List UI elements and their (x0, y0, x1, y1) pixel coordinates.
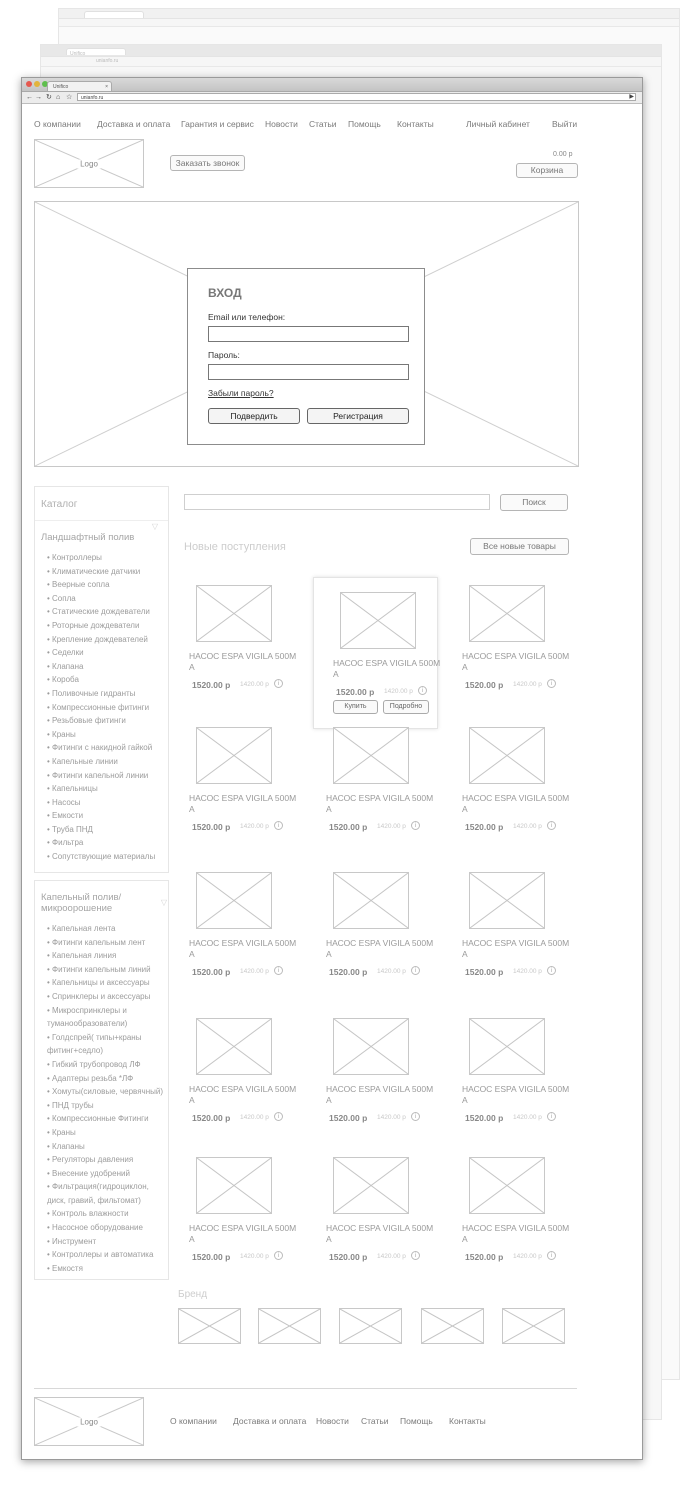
info-icon[interactable]: i (547, 966, 556, 975)
product-name[interactable]: НАСОС ESPA VIGILA 500M A (462, 938, 570, 959)
catalog-item[interactable]: • Емкостя (47, 1262, 168, 1276)
star-icon[interactable]: ☆ (66, 94, 73, 101)
product-name[interactable]: НАСОС ESPA VIGILA 500M A (326, 793, 434, 814)
product-card[interactable] (321, 865, 446, 1010)
info-icon[interactable]: i (274, 1112, 283, 1121)
product-old-price: 1420.00 р (240, 1253, 269, 1260)
footer-logo[interactable] (34, 1397, 144, 1446)
product-price: 1520.00 р (465, 1252, 504, 1262)
product-image[interactable] (196, 1018, 272, 1075)
product-name[interactable]: НАСОС ESPA VIGILA 500M A (462, 651, 570, 672)
catalog-item[interactable]: • ПНД трубы (47, 1099, 168, 1113)
product-card[interactable] (184, 1011, 309, 1156)
email-label: Email или телефон: (208, 312, 286, 322)
product-image[interactable] (333, 872, 409, 929)
catalog-item[interactable]: • Компрессионные фитинги (47, 701, 168, 715)
product-name[interactable]: НАСОС ESPA VIGILA 500M A (189, 1223, 297, 1244)
product-image[interactable] (469, 1018, 545, 1075)
info-icon[interactable]: i (411, 1251, 420, 1260)
forgot-password-link[interactable]: Забыли пароль? (208, 388, 274, 398)
product-price: 1520.00 р (192, 967, 231, 977)
catalog-item[interactable]: • Голдспрей( типы+краны фитинг+седло) (47, 1031, 168, 1058)
catalog-item[interactable]: • Капельницы и аксессуары (47, 976, 168, 990)
footer-nav-articles[interactable]: Статьи (361, 1416, 389, 1426)
catalog-item[interactable]: • Роторные дождеватели (47, 619, 168, 633)
new-arrivals-title: Новые поступления (184, 541, 286, 553)
catalog-sidebar-drip (34, 880, 169, 1280)
product-card[interactable] (313, 577, 441, 729)
email-field[interactable] (208, 326, 409, 342)
details-button[interactable]: Подробно (383, 700, 429, 714)
catalog-section-title[interactable]: Ландшафтный полив ▽ (41, 522, 158, 543)
product-old-price: 1420.00 р (513, 681, 542, 688)
brands-title: Бренд (178, 1289, 208, 1300)
product-card[interactable] (184, 720, 309, 865)
product-price: 1520.00 р (465, 1113, 504, 1123)
catalog-item[interactable]: • Емкости (47, 809, 168, 823)
forward-arrow-icon[interactable]: → (35, 94, 42, 101)
catalog-item[interactable]: • Инструмент (47, 1235, 168, 1249)
login-title: ВХОД (208, 286, 242, 300)
product-card[interactable] (184, 865, 309, 1010)
product-old-price: 1420.00 р (513, 1253, 542, 1260)
confirm-button[interactable]: Подвердить (208, 408, 300, 424)
brand-logo[interactable] (178, 1308, 241, 1344)
product-price: 1520.00 р (329, 1252, 368, 1262)
product-name[interactable]: НАСОС ESPA VIGILA 500M A (462, 793, 570, 814)
chevron-down-icon[interactable]: ▽ (160, 898, 167, 907)
catalog-item[interactable]: • Седелки (47, 646, 168, 660)
footer-divider (34, 1388, 577, 1389)
product-old-price: 1420.00 р (240, 823, 269, 830)
product-card[interactable] (321, 720, 446, 865)
tab-close-icon[interactable]: × (105, 84, 108, 90)
catalog-item[interactable]: • Внесение удобрений (47, 1167, 168, 1181)
catalog-item[interactable]: • Фитинги капельным линий (47, 963, 168, 977)
catalog-item[interactable]: • Фитинги с накидной гайкой (47, 741, 168, 755)
address-bar-row (22, 92, 642, 104)
product-name[interactable]: НАСОС ESPA VIGILA 500M A (189, 793, 297, 814)
product-old-price: 1420.00 р (240, 968, 269, 975)
nav-help[interactable]: Помощь (348, 119, 381, 129)
product-image[interactable] (333, 1018, 409, 1075)
logout-link[interactable]: Выйти (552, 119, 578, 129)
search-button[interactable]: Поиск (500, 494, 568, 511)
product-old-price: 1420.00 р (513, 1114, 542, 1121)
product-card[interactable] (457, 1011, 582, 1156)
brand-logo[interactable] (339, 1308, 402, 1344)
brand-logo[interactable] (258, 1308, 321, 1344)
catalog-item[interactable]: • Адаптеры резьба *ЛФ (47, 1072, 168, 1086)
background-tab-title: Unifico (66, 48, 126, 55)
catalog-item[interactable]: • Контроллеры и автоматика (47, 1248, 168, 1262)
product-card[interactable] (457, 720, 582, 865)
product-name[interactable]: НАСОС ESPA VIGILA 500M A (326, 1084, 434, 1105)
catalog-item[interactable]: • Веерные сопла (47, 578, 168, 592)
go-arrow-icon[interactable]: ▶ (629, 94, 634, 100)
product-image[interactable] (469, 727, 545, 784)
catalog-item[interactable]: • Статические дождеватели (47, 605, 168, 619)
product-card[interactable] (184, 1150, 309, 1295)
product-old-price: 1420.00 р (377, 968, 406, 975)
product-image[interactable] (333, 1157, 409, 1214)
product-old-price: 1420.00 р (240, 681, 269, 688)
product-old-price: 1420.00 р (377, 1114, 406, 1121)
product-price: 1520.00 р (465, 822, 504, 832)
product-price: 1520.00 р (192, 822, 231, 832)
search-input[interactable] (184, 494, 490, 510)
url-input[interactable]: unianfo.ru (77, 93, 636, 101)
buy-button[interactable]: Купить (333, 700, 378, 714)
footer-logo-text: Logo (77, 1417, 101, 1426)
catalog-sidebar (34, 486, 169, 873)
info-icon[interactable]: i (418, 686, 427, 695)
info-icon[interactable]: i (274, 821, 283, 830)
product-image[interactable] (196, 585, 272, 642)
product-name[interactable]: НАСОС ESPA VIGILA 500M A (326, 938, 434, 959)
product-old-price: 1420.00 р (384, 688, 413, 695)
nav-news[interactable]: Новости (265, 119, 298, 129)
product-name[interactable]: НАСОС ESPA VIGILA 500M A (189, 938, 297, 959)
catalog-item[interactable]: • Климатические датчики (47, 565, 168, 579)
catalog-item[interactable]: • Капельницы (47, 782, 168, 796)
home-icon[interactable]: ⌂ (56, 94, 61, 101)
product-price: 1520.00 р (329, 822, 368, 832)
product-old-price: 1420.00 р (377, 823, 406, 830)
product-price: 1520.00 р (192, 1252, 231, 1262)
minimize-window-icon[interactable] (34, 81, 40, 87)
catalog-list (35, 922, 168, 1275)
product-card[interactable] (321, 1011, 446, 1156)
info-icon[interactable]: i (274, 966, 283, 975)
login-dialog (187, 268, 425, 445)
catalog-heading: Каталог (41, 499, 78, 510)
callback-button[interactable]: Заказать звонок (170, 155, 245, 171)
back-arrow-icon[interactable]: ← (26, 94, 33, 101)
product-price: 1520.00 р (329, 1113, 368, 1123)
reload-icon[interactable]: ↻ (46, 94, 52, 101)
nav-articles[interactable]: Статьи (309, 119, 337, 129)
logo[interactable] (34, 139, 144, 188)
product-image[interactable] (469, 1157, 545, 1214)
catalog-item[interactable]: • Фитинги капельной линии (47, 769, 168, 783)
info-icon[interactable]: i (547, 1112, 556, 1121)
nav-contacts[interactable]: Контакты (397, 119, 434, 129)
catalog-item[interactable]: • Фитинги капельным лент (47, 936, 168, 950)
catalog-item[interactable]: • Краны (47, 728, 168, 742)
info-icon[interactable]: i (411, 966, 420, 975)
product-old-price: 1420.00 р (377, 1253, 406, 1260)
footer-nav-delivery[interactable]: Доставка и оплата (233, 1416, 307, 1426)
account-link[interactable]: Личный кабинет (466, 119, 530, 129)
catalog-section-title[interactable]: Капельный полив/ микроорошение ▽ (41, 892, 167, 914)
product-image[interactable] (469, 872, 545, 929)
catalog-item[interactable]: • Крепление дождевателей (47, 633, 168, 647)
catalog-item[interactable]: • Микроспринклеры и туманообразователи) (47, 1004, 168, 1031)
footer-nav-help[interactable]: Помощь (400, 1416, 433, 1426)
product-name[interactable]: НАСОС ESPA VIGILA 500M A (189, 1084, 297, 1105)
product-name[interactable]: НАСОС ESPA VIGILA 500M A (462, 1084, 570, 1105)
product-name[interactable]: НАСОС ESPA VIGILA 500M A (333, 658, 441, 679)
catalog-item[interactable]: • Краны (47, 1126, 168, 1140)
catalog-item[interactable]: • Короба (47, 673, 168, 687)
footer-nav-about[interactable]: О компании (170, 1416, 217, 1426)
footer-nav-news[interactable]: Новости (316, 1416, 349, 1426)
info-icon[interactable]: i (547, 821, 556, 830)
brand-logo[interactable] (421, 1308, 484, 1344)
info-icon[interactable]: i (547, 679, 556, 688)
brand-logo[interactable] (502, 1308, 565, 1344)
nav-about[interactable]: О компании (34, 119, 81, 129)
browser-tab[interactable] (47, 81, 112, 91)
cart-button[interactable]: Корзина (516, 163, 578, 178)
catalog-item[interactable]: • Сопутствующие материалы (47, 850, 168, 864)
catalog-item[interactable]: • Фильтрация(гидроциклон, диск, гравий, фильтомат) (47, 1180, 168, 1207)
product-old-price: 1420.00 р (513, 968, 542, 975)
catalog-item[interactable]: • Компрессионные Фитинги (47, 1112, 168, 1126)
catalog-item[interactable]: • Насосное оборудование (47, 1221, 168, 1235)
catalog-item[interactable]: • Капельные линии (47, 755, 168, 769)
product-price: 1520.00 р (336, 687, 375, 697)
catalog-item[interactable]: • Спринклеры и аксессуары (47, 990, 168, 1004)
product-price: 1520.00 р (192, 1113, 231, 1123)
product-price: 1520.00 р (465, 967, 504, 977)
catalog-item[interactable]: • Резьбовые фитинги (47, 714, 168, 728)
product-image[interactable] (196, 727, 272, 784)
product-old-price: 1420.00 р (513, 823, 542, 830)
product-price: 1520.00 р (192, 680, 231, 690)
info-icon[interactable]: i (411, 821, 420, 830)
catalog-item[interactable]: • Контроль влажности (47, 1207, 168, 1221)
product-name[interactable]: НАСОС ESPA VIGILA 500M A (326, 1223, 434, 1244)
product-price: 1520.00 р (329, 967, 368, 977)
product-image[interactable] (333, 727, 409, 784)
close-window-icon[interactable] (26, 81, 32, 87)
product-image[interactable] (196, 1157, 272, 1214)
catalog-list (35, 551, 168, 864)
catalog-item[interactable]: • Контроллеры (47, 551, 168, 565)
nav-warranty[interactable]: Гарантия и сервис (181, 119, 254, 129)
info-icon[interactable]: i (274, 1251, 283, 1260)
product-name[interactable]: НАСОС ESPA VIGILA 500M A (189, 651, 297, 672)
catalog-item[interactable]: • Капельная лента (47, 922, 168, 936)
product-card[interactable] (321, 1150, 446, 1295)
info-icon[interactable]: i (274, 679, 283, 688)
catalog-item[interactable]: • Поливочные гидранты (47, 687, 168, 701)
catalog-item[interactable]: • Хомуты(силовые, червячный) (47, 1085, 168, 1099)
catalog-item[interactable]: • Сопла (47, 592, 168, 606)
background-tab (84, 11, 144, 18)
product-card[interactable] (457, 1150, 582, 1295)
cart-total: 0.00 р (553, 151, 573, 158)
chevron-down-icon[interactable]: ▽ (151, 522, 158, 531)
logo-text: Logo (77, 159, 101, 168)
product-card[interactable] (457, 865, 582, 1010)
catalog-item[interactable]: • Фильтра (47, 836, 168, 850)
password-field[interactable] (208, 364, 409, 380)
product-image[interactable] (340, 592, 416, 649)
catalog-item[interactable]: • Насосы (47, 796, 168, 810)
catalog-item[interactable]: • Гибкий трубопровод ЛФ (47, 1058, 168, 1072)
browser-tab-title: Unifico (53, 84, 69, 90)
product-old-price: 1420.00 р (240, 1114, 269, 1121)
catalog-item[interactable]: • Регуляторы давления (47, 1153, 168, 1167)
catalog-item[interactable]: • Труба ПНД (47, 823, 168, 837)
product-image[interactable] (469, 585, 545, 642)
register-button[interactable]: Регистрация (307, 408, 409, 424)
catalog-item[interactable]: • Капельная линия (47, 949, 168, 963)
background-url: unianfo.ru (96, 58, 119, 64)
product-card[interactable] (184, 578, 309, 723)
product-price: 1520.00 р (465, 680, 504, 690)
all-new-button[interactable]: Все новые товары (470, 538, 569, 555)
catalog-item[interactable]: • Клапана (47, 660, 168, 674)
product-image[interactable] (196, 872, 272, 929)
footer-nav-contacts[interactable]: Контакты (449, 1416, 486, 1426)
nav-delivery[interactable]: Доставка и оплата (97, 119, 171, 129)
title-bar (22, 78, 642, 92)
catalog-item[interactable]: • Клапаны (47, 1140, 168, 1154)
info-icon[interactable]: i (547, 1251, 556, 1260)
info-icon[interactable]: i (411, 1112, 420, 1121)
password-label: Пароль: (208, 350, 240, 360)
product-name[interactable]: НАСОС ESPA VIGILA 500M A (462, 1223, 570, 1244)
product-card[interactable] (457, 578, 582, 723)
